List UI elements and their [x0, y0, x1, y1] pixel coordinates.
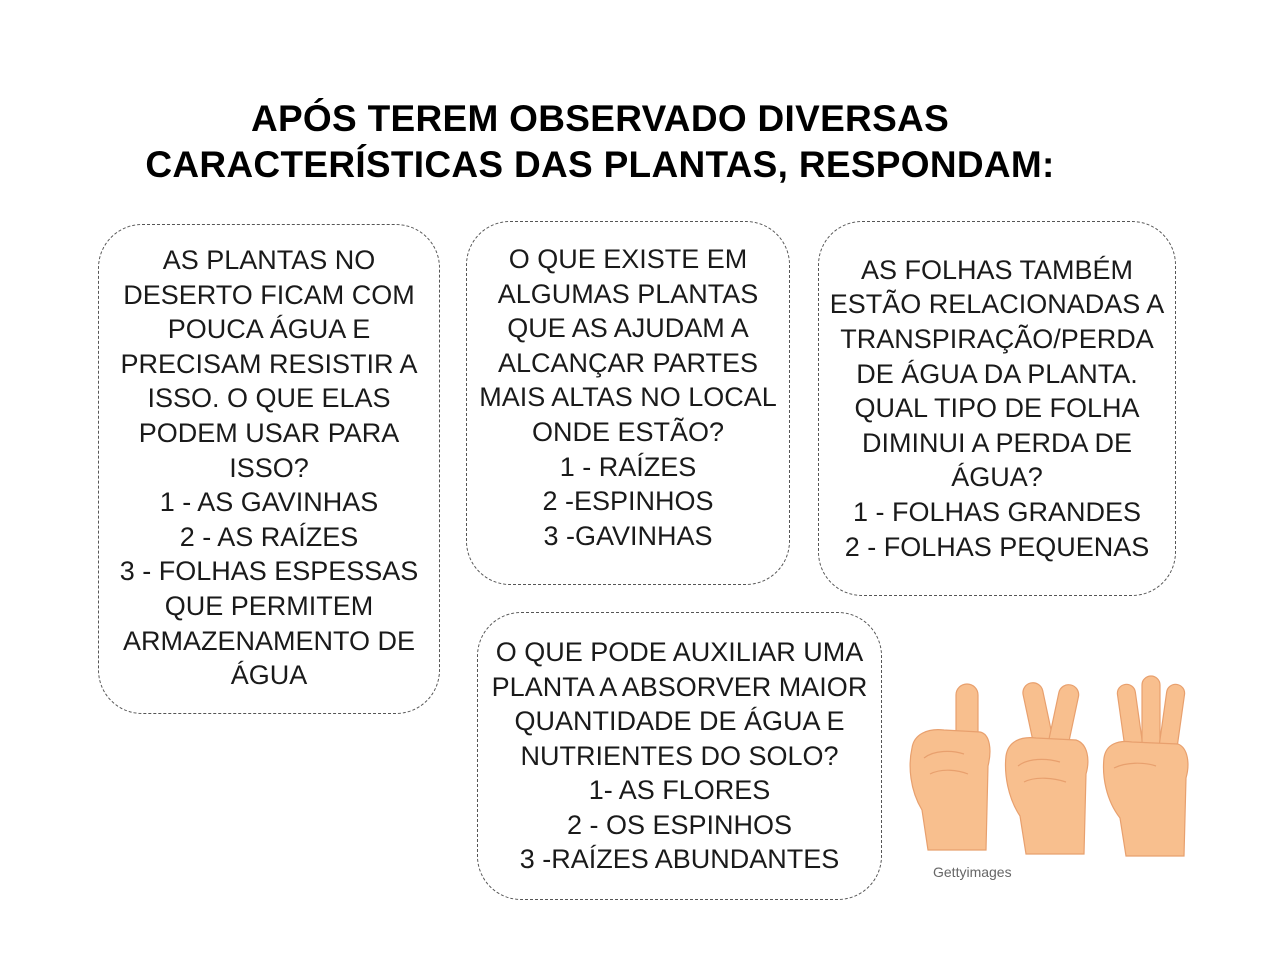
page-title — [0, 96, 1200, 188]
answer-option: 1- AS FLORES — [588, 775, 771, 806]
counting-hands-icon — [900, 670, 1200, 870]
answer-option: 1 - FOLHAS GRANDES — [852, 496, 1142, 527]
question-line: POUCA ÁGUA E — [167, 314, 371, 345]
question-line: ISSO. O QUE ELAS — [147, 383, 391, 414]
answer-option: 2 - FOLHAS PEQUENAS — [844, 531, 1150, 562]
question-card-roots — [477, 612, 882, 900]
question-line: ESTÃO RELACIONADAS A — [829, 289, 1165, 320]
question-line: TRANSPIRAÇÃO/PERDA — [840, 324, 1154, 355]
answer-option: 2 - AS RAÍZES — [179, 521, 359, 552]
answer-option: ARMAZENAMENTO DE — [122, 625, 416, 656]
hand-three-icon — [1104, 676, 1188, 856]
question-card-desert-plants — [98, 224, 440, 714]
answer-option: 1 - AS GAVINHAS — [159, 487, 379, 518]
question-line: ALGUMAS PLANTAS — [497, 278, 759, 309]
question-line: DE ÁGUA DA PLANTA. — [856, 358, 1138, 389]
question-line: AS PLANTAS NO — [162, 245, 376, 275]
image-credit: Gettyimages — [933, 864, 1012, 880]
title-line-1: APÓS TEREM OBSERVADO DIVERSAS — [250, 98, 950, 139]
question-line: ÁGUA? — [951, 462, 1043, 493]
answer-option: 3 - FOLHAS ESPESSAS — [119, 556, 419, 587]
answer-option: 2 - OS ESPINHOS — [566, 809, 793, 840]
question-line: ISSO? — [229, 452, 309, 483]
answer-option: 3 -GAVINHAS — [543, 520, 713, 551]
question-line: PODEM USAR PARA — [138, 417, 400, 448]
question-line: QUAL TIPO DE FOLHA — [854, 393, 1140, 424]
answer-option: QUE PERMITEM — [164, 590, 374, 621]
question-card-climbing — [466, 221, 790, 585]
question-line: PLANTA A ABSORVER MAIOR — [491, 671, 868, 702]
question-line: QUANTIDADE DE ÁGUA E — [514, 706, 845, 737]
question-line: PRECISAM RESISTIR A — [120, 348, 418, 379]
answer-option: 2 -ESPINHOS — [542, 486, 714, 517]
question-line: DIMINUI A PERDA DE — [861, 427, 1133, 458]
question-line: O QUE EXISTE EM — [508, 244, 748, 274]
answer-option: ÁGUA — [230, 660, 308, 691]
answer-option: 3 -RAÍZES ABUNDANTES — [519, 844, 840, 875]
question-line: ONDE ESTÃO? — [531, 416, 725, 447]
question-line: QUE AS AJUDAM A — [507, 313, 749, 344]
hand-two-icon — [1006, 681, 1088, 854]
question-line: MAIS ALTAS NO LOCAL — [479, 382, 777, 413]
question-line: AS FOLHAS TAMBÉM — [860, 254, 1134, 285]
question-line: NUTRIENTES DO SOLO? — [520, 740, 839, 771]
question-line: O QUE PODE AUXILIAR UMA — [495, 636, 864, 667]
question-line: ALCANÇAR PARTES — [497, 347, 759, 378]
question-card-leaves — [818, 221, 1176, 596]
question-line: DESERTO FICAM COM — [123, 279, 415, 310]
title-line-2: CARACTERÍSTICAS DAS PLANTAS, RESPONDAM: — [145, 144, 1055, 185]
hand-one-icon — [910, 684, 990, 850]
answer-option: 1 - RAÍZES — [559, 451, 697, 482]
